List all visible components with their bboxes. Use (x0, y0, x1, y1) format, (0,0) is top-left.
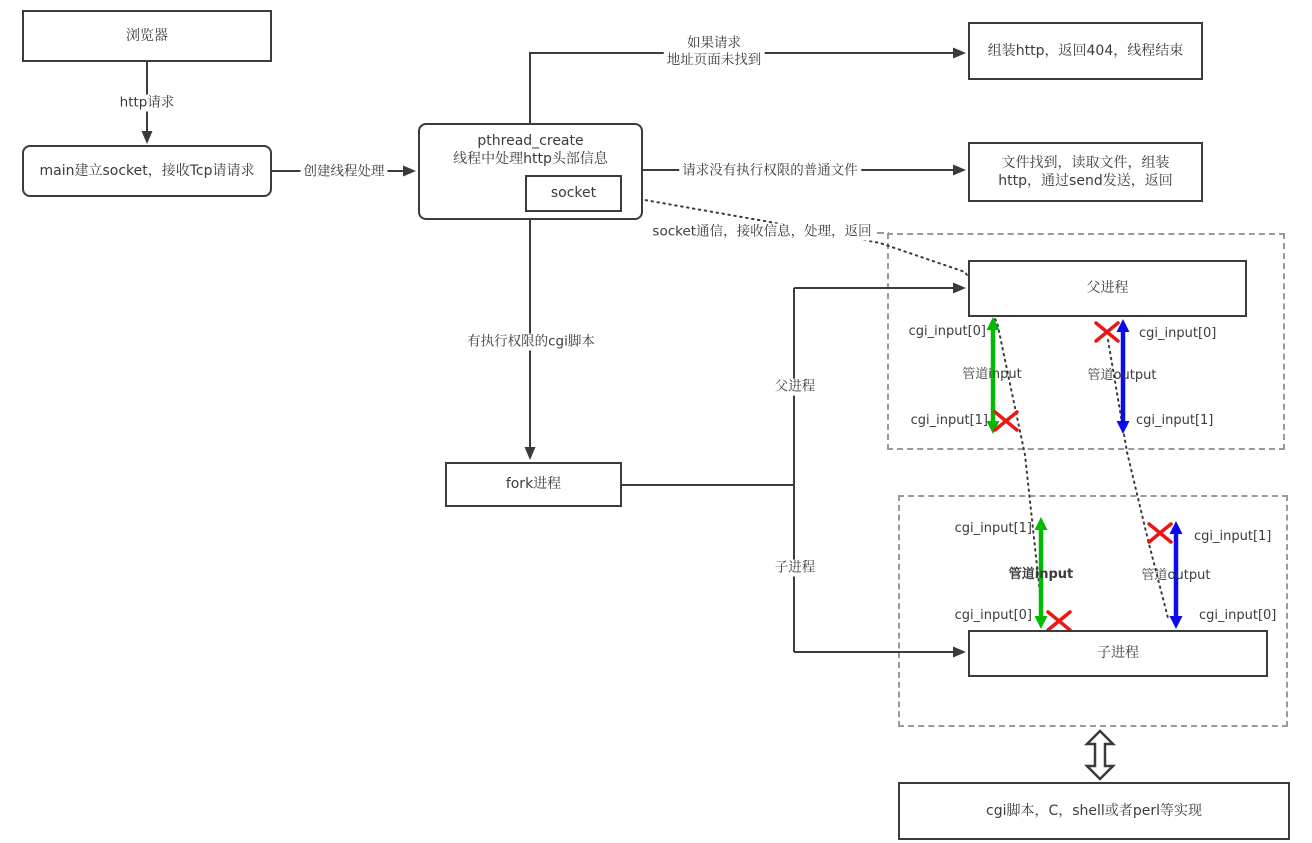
node-http404 (968, 22, 1203, 80)
node-file-found-line2: http，通过send发送，返回 (998, 173, 1173, 189)
parent-cgi-input1-right-label: cgi_input[1] (1136, 412, 1214, 428)
node-child-process-label: 子进程 (1097, 645, 1139, 662)
edge-label-http-request: http请求 (117, 95, 178, 112)
node-browser-label: 浏览器 (126, 27, 168, 44)
arrowhead-to-main (142, 131, 153, 144)
edge-label-not-found (664, 35, 765, 69)
node-fork (445, 462, 622, 507)
blue-head-down-child (1170, 616, 1183, 629)
child-pipe-output-label: 管道output (1141, 567, 1211, 583)
node-file-found (968, 142, 1203, 202)
edge-label-socket-comm: socket通信，接收信息，处理，返回 (649, 224, 874, 241)
blue-head-up-parent (1117, 319, 1130, 332)
node-pthread-line1: pthread_create (477, 133, 584, 149)
arrowhead-to-filefound (953, 165, 966, 176)
parent-pipe-output-label: 管道output (1087, 367, 1157, 383)
node-socket-label: socket (550, 185, 597, 202)
edge-label-create-thread: 创建线程处理 (301, 164, 388, 181)
arrowhead-to-404 (953, 48, 966, 59)
child-cgi-input0-right-label: cgi_input[0] (1199, 607, 1277, 623)
arrowhead-to-childproc (953, 647, 966, 658)
dotted-socket-comm-line-left (622, 196, 1042, 612)
node-parent-process-label: 父进程 (1086, 280, 1129, 297)
edge-label-exec-cgi: 有执行权限的cgi脚本 (464, 334, 598, 351)
node-implementation (898, 782, 1290, 840)
node-child-process (968, 630, 1268, 677)
parent-cgi-input0-left-label: cgi_input[0] (908, 323, 986, 339)
node-main-socket-label: main建立socket，接收Tcp请请求 (39, 162, 255, 179)
double-arrow-icon (1087, 731, 1113, 779)
edge-label-not-found-line2: 地址页面未找到 (666, 52, 762, 68)
node-http404-label: 组装http，返回404，线程结束 (987, 42, 1184, 59)
child-pipe-input-label: 管道input (1008, 566, 1074, 582)
edge-label-child-branch: 子进程 (772, 560, 819, 577)
green-head-up-child (1035, 517, 1048, 530)
node-browser (22, 10, 272, 62)
x-mark-parent-output (1096, 323, 1118, 341)
arrowhead-to-parentproc (953, 283, 966, 294)
node-file-found-line1: 文件找到，读取文件，组装 (1001, 154, 1170, 171)
x-mark-child-output (1149, 524, 1171, 542)
child-cgi-input0-left-label: cgi_input[0] (954, 607, 1032, 623)
arrowhead-to-pthread (403, 166, 416, 177)
child-cgi-input1-left-label: cgi_input[1] (954, 520, 1032, 536)
child-cgi-input1-right-label: cgi_input[1] (1194, 528, 1272, 544)
green-head-up-parent (987, 317, 1000, 330)
node-fork-label: fork进程 (505, 476, 562, 493)
edge-label-no-exec-file: 请求没有执行权限的普通文件 (679, 163, 861, 180)
parent-pipe-input-label: 管道input (962, 366, 1022, 382)
node-parent-process (968, 260, 1247, 317)
green-head-down-child (1035, 616, 1048, 629)
parent-cgi-input1-left-label: cgi_input[1] (910, 412, 988, 428)
edge-label-parent-branch: 父进程 (772, 379, 819, 396)
x-mark-child-input (1048, 612, 1070, 630)
node-socket (525, 175, 622, 212)
node-implementation-label: cgi脚本，C，shell或者perl等实现 (986, 802, 1202, 819)
node-main-socket (22, 145, 272, 197)
edge-label-not-found-line1: 如果请求 (687, 35, 741, 52)
node-pthread-line2: 线程中处理http头部信息 (453, 151, 608, 168)
blue-head-down-parent (1117, 421, 1130, 434)
parent-cgi-input0-right-label: cgi_input[0] (1139, 325, 1217, 341)
arrowhead-to-fork (525, 447, 536, 460)
edge-fork-trunk (622, 288, 794, 652)
